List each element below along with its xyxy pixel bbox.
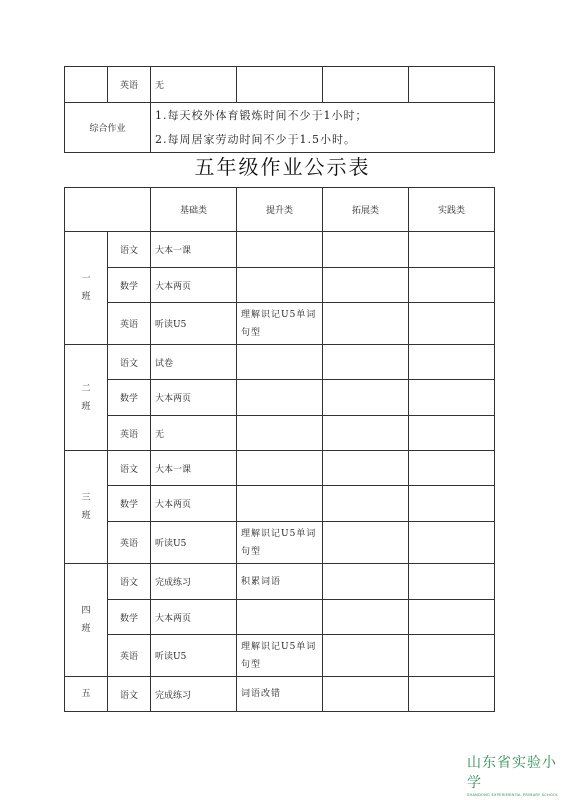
- table-row: [65, 677, 495, 712]
- class-name-char: 班: [81, 401, 91, 412]
- basic-cell: 无: [151, 67, 237, 103]
- basic-cell: 完成练习: [151, 564, 237, 600]
- improve-cell: [237, 67, 323, 103]
- extend-cell: [323, 486, 409, 522]
- basic-cell: 大本两页: [151, 486, 237, 522]
- practice-cell: [409, 564, 495, 600]
- table-row: [65, 600, 495, 635]
- subject-cell: 语文: [108, 345, 151, 380]
- basic-cell: 大本一课: [151, 451, 237, 486]
- basic-cell: 大本两页: [151, 268, 237, 303]
- table-row: [65, 232, 495, 268]
- practice-cell: [409, 232, 495, 268]
- subject-cell: 英语: [108, 635, 151, 677]
- table-row: [65, 564, 495, 600]
- subject-cell: 数学: [108, 486, 151, 522]
- practice-cell: [409, 600, 495, 635]
- table-row: [65, 303, 495, 345]
- class-name-cell: [65, 345, 108, 451]
- extend-cell: [323, 232, 409, 268]
- extend-cell: [323, 345, 409, 380]
- basic-cell: 听读U5: [151, 522, 237, 564]
- improve-cell: [237, 232, 323, 268]
- basic-cell: 大本一课: [151, 232, 237, 268]
- table-row: [65, 635, 495, 677]
- subject-cell: 英语: [108, 303, 151, 345]
- subject-cell: 英语: [108, 416, 151, 451]
- improve-cell: 词语改错: [237, 677, 323, 712]
- extend-cell: [323, 600, 409, 635]
- subject-cell: 数学: [108, 380, 151, 416]
- improve-cell: 积累词语: [237, 564, 323, 600]
- basic-cell: 大本两页: [151, 380, 237, 416]
- practice-cell: [409, 345, 495, 380]
- improve-cell: [237, 268, 323, 303]
- table-row: [65, 451, 495, 486]
- basic-cell: 听读U5: [151, 635, 237, 677]
- extend-cell: [323, 522, 409, 564]
- column-header: 实践类: [409, 188, 495, 232]
- practice-cell: [409, 268, 495, 303]
- subject-cell: 语文: [108, 677, 151, 712]
- extend-cell: [323, 635, 409, 677]
- practice-cell: [409, 380, 495, 416]
- practice-cell: [409, 303, 495, 345]
- class-name-char: 班: [81, 292, 91, 302]
- extend-cell: [323, 380, 409, 416]
- extend-cell: [323, 677, 409, 712]
- class-name-cell: [65, 232, 108, 345]
- practice-cell: [409, 486, 495, 522]
- improve-cell: [237, 380, 323, 416]
- improve-cell: [237, 345, 323, 380]
- table-row: [65, 486, 495, 522]
- extend-cell: [323, 268, 409, 303]
- comprehensive-line: 2.每周居家劳动时间不少于1.5小时。: [155, 132, 356, 146]
- practice-cell: [409, 451, 495, 486]
- table-row: [65, 380, 495, 416]
- comprehensive-content: [151, 103, 495, 153]
- subject-cell: 英语: [108, 67, 151, 103]
- header-row: [65, 188, 495, 232]
- class-name-cell: [65, 564, 108, 677]
- basic-cell: 听读U5: [151, 303, 237, 345]
- class-name-cell: [65, 677, 108, 712]
- subject-cell: 语文: [108, 451, 151, 486]
- subject-cell: 语文: [108, 232, 151, 268]
- basic-cell: 无: [151, 416, 237, 451]
- basic-cell: 完成练习: [151, 677, 237, 712]
- extend-cell: [323, 451, 409, 486]
- improve-cell: [237, 486, 323, 522]
- table-row: [65, 522, 495, 564]
- class-name-char: 班: [81, 511, 91, 521]
- class-name-char: 四: [81, 606, 91, 616]
- page-title: 五年级作业公示表: [194, 155, 371, 179]
- top-table: [64, 66, 495, 153]
- improve-cell: [237, 600, 323, 635]
- practice-cell: [409, 635, 495, 677]
- improve-cell: [237, 416, 323, 451]
- improve-cell: 理解识记U5单词句型: [237, 522, 323, 564]
- basic-cell: 大本两页: [151, 600, 237, 635]
- basic-cell: 试卷: [151, 345, 237, 380]
- extend-cell: [323, 303, 409, 345]
- improve-cell: 理解识记U5单词句型: [237, 303, 323, 345]
- logo-cn: 山东省实验小学: [467, 755, 557, 791]
- class-name-char: 一: [81, 274, 91, 284]
- column-header: 拓展类: [323, 188, 409, 232]
- table-row: [65, 103, 495, 153]
- table-row: [65, 345, 495, 380]
- practice-cell: [409, 677, 495, 712]
- subject-cell: 英语: [108, 522, 151, 564]
- improve-cell: [237, 451, 323, 486]
- table-row: [65, 67, 495, 103]
- table-row: [65, 268, 495, 303]
- comprehensive-line: 1.每天校外体育锻炼时间不少于1小时；: [155, 108, 368, 122]
- extend-cell: [323, 67, 409, 103]
- comprehensive-label: 综合作业: [65, 103, 151, 153]
- practice-cell: [409, 522, 495, 564]
- column-header: 提升类: [237, 188, 323, 232]
- improve-cell: 理解识记U5单词句型: [237, 635, 323, 677]
- practice-cell: [409, 416, 495, 451]
- logo-en: SHANDONG EXPERIMENTAL PRIMARY SCHOOL: [467, 793, 559, 797]
- table-row: [65, 416, 495, 451]
- header-blank-cell: [65, 188, 151, 232]
- subject-cell: 数学: [108, 268, 151, 303]
- subject-cell: 语文: [108, 564, 151, 600]
- class-name-char: 班: [81, 624, 91, 634]
- extend-cell: [323, 564, 409, 600]
- class-name-char: 三: [81, 493, 91, 503]
- class-name-char: 五: [81, 689, 91, 699]
- homework-table: [64, 187, 495, 712]
- practice-cell: [409, 67, 495, 103]
- column-header: 基础类: [151, 188, 237, 232]
- class-name-char: 二: [81, 383, 91, 394]
- class-name-cell: [65, 451, 108, 564]
- blank-cell: [65, 67, 108, 103]
- extend-cell: [323, 416, 409, 451]
- school-logo: [467, 752, 563, 797]
- subject-cell: 数学: [108, 600, 151, 635]
